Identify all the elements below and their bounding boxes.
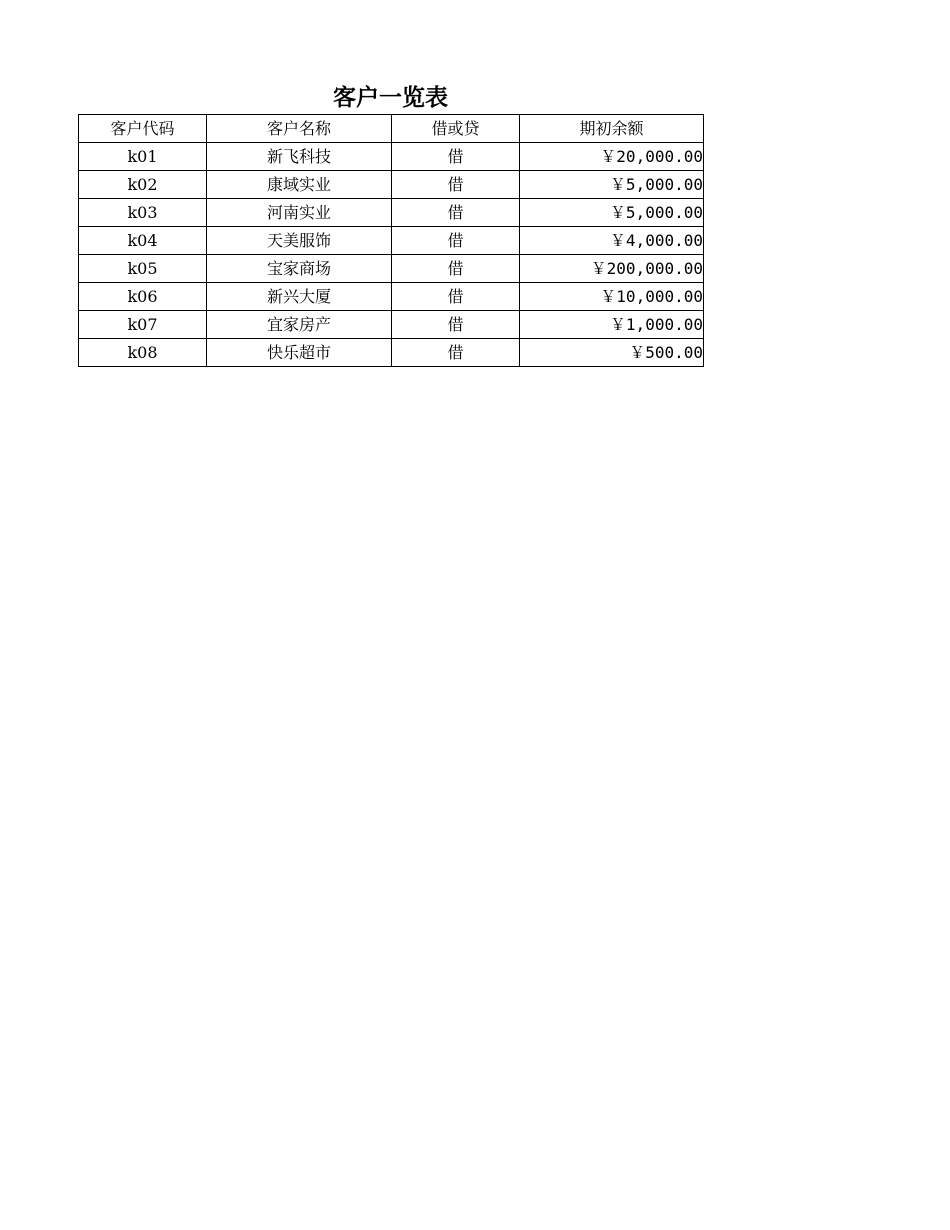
table-row [79,255,704,283]
cell-opening-balance[interactable]: ￥10,000.00 [520,283,704,311]
cell-customer-code[interactable]: k04 [79,227,207,255]
cell-customer-name[interactable]: 康域实业 [207,171,392,199]
table-row [79,283,704,311]
cell-opening-balance[interactable]: ￥1,000.00 [520,311,704,339]
cell-debit-credit[interactable]: 借 [392,143,520,171]
customer-table [78,114,704,367]
table-row [79,143,704,171]
cell-opening-balance[interactable]: ￥500.00 [520,339,704,367]
cell-customer-name[interactable]: 快乐超市 [207,339,392,367]
cell-debit-credit[interactable]: 借 [392,171,520,199]
cell-debit-credit[interactable]: 借 [392,339,520,367]
header-opening-balance[interactable]: 期初余额 [520,115,704,143]
header-customer-code[interactable]: 客户代码 [79,115,207,143]
cell-customer-code[interactable]: k03 [79,199,207,227]
cell-customer-name[interactable]: 宜家房产 [207,311,392,339]
cell-opening-balance[interactable]: ￥5,000.00 [520,199,704,227]
cell-customer-code[interactable]: k05 [79,255,207,283]
cell-debit-credit[interactable]: 借 [392,255,520,283]
table-row [79,311,704,339]
cell-opening-balance[interactable]: ￥20,000.00 [520,143,704,171]
cell-opening-balance[interactable]: ￥4,000.00 [520,227,704,255]
table-row [79,339,704,367]
table-row [79,227,704,255]
cell-customer-name[interactable]: 新兴大厦 [207,283,392,311]
cell-opening-balance[interactable]: ￥5,000.00 [520,171,704,199]
cell-customer-name[interactable]: 宝家商场 [207,255,392,283]
cell-debit-credit[interactable]: 借 [392,199,520,227]
header-row [79,115,704,143]
cell-customer-code[interactable]: k06 [79,283,207,311]
cell-customer-name[interactable]: 新飞科技 [207,143,392,171]
cell-customer-name[interactable]: 河南实业 [207,199,392,227]
cell-opening-balance[interactable]: ￥200,000.00 [520,255,704,283]
header-debit-credit[interactable]: 借或贷 [392,115,520,143]
header-customer-name[interactable]: 客户名称 [207,115,392,143]
cell-customer-code[interactable]: k01 [79,143,207,171]
cell-debit-credit[interactable]: 借 [392,311,520,339]
table-row [79,199,704,227]
sheet-title: 客户一览表 [333,84,448,111]
cell-debit-credit[interactable]: 借 [392,283,520,311]
table-row [79,171,704,199]
cell-customer-name[interactable]: 天美服饰 [207,227,392,255]
cell-customer-code[interactable]: k07 [79,311,207,339]
cell-customer-code[interactable]: k02 [79,171,207,199]
cell-debit-credit[interactable]: 借 [392,227,520,255]
cell-customer-code[interactable]: k08 [79,339,207,367]
